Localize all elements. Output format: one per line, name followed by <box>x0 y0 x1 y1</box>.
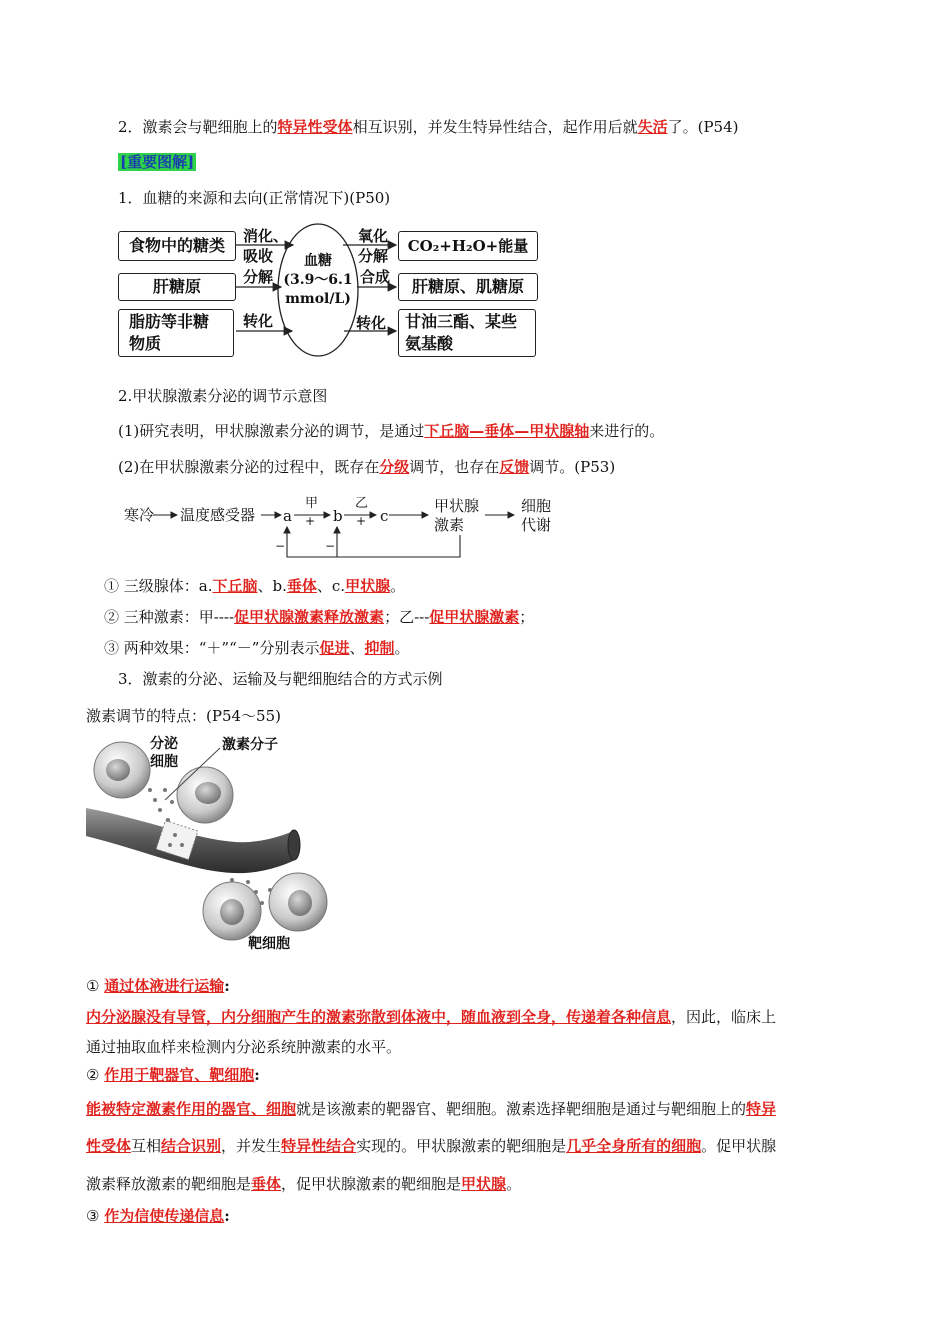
text: ③ <box>86 1207 100 1225</box>
text: : <box>224 977 230 995</box>
text: ，并发生 <box>221 1137 282 1155</box>
highlight-target-organ: 作用于靶器官、靶细胞 <box>104 1066 255 1084</box>
label-hormone-molecule: 激素分子 <box>222 737 278 753</box>
text: 细胞 <box>521 497 552 515</box>
text: ，因此，临床上 <box>671 1008 777 1026</box>
text: 血糖 <box>304 253 332 269</box>
highlight-recognition: 结合识别 <box>161 1137 222 1155</box>
point-3-title <box>86 1206 230 1226</box>
label-jia: 甲 <box>305 496 319 511</box>
text: 甘油三酯、某些 <box>405 312 518 331</box>
text: ，促甲状腺激素的靶细胞是 <box>281 1175 462 1193</box>
text: 细胞 <box>150 754 178 770</box>
highlight-axis: 下丘脑—垂体—甲状腺轴 <box>424 422 590 440</box>
text: 。 <box>394 639 410 657</box>
text: ③ 两种效果：“＋”“－”分别表示 <box>104 639 320 657</box>
highlight-specific-b: 性受体 <box>86 1137 132 1155</box>
text: 甲状腺 <box>434 497 480 515</box>
label-cold: 寒冷 <box>124 506 155 524</box>
text: 代谢 <box>521 516 552 534</box>
fig2-caption: 2.甲状腺激素分泌的调节示意图 <box>118 387 328 405</box>
hormone-features-title: 激素调节的特点：(P54～55) <box>86 707 281 725</box>
fig3-caption: 3．激素的分泌、运输及与靶细胞结合的方式示例 <box>118 670 443 688</box>
text: 、b. <box>257 577 287 595</box>
label-synthesize: 合成 <box>360 268 391 286</box>
label-decompose-out: 分解 <box>358 247 389 265</box>
text: 、c. <box>316 577 346 595</box>
highlight-thyroid: 甲状腺 <box>345 577 391 595</box>
fig1-caption: 1．血糖的来源和去向(正常情况下)(P50) <box>118 189 391 207</box>
label-receptor: 温度感受器 <box>180 506 256 524</box>
highlight-inactivate: 失活 <box>637 118 668 136</box>
text: 互相 <box>131 1137 162 1155</box>
section-heading-label: [重要图解] <box>120 153 195 171</box>
label-decompose: 分解 <box>243 268 274 286</box>
highlight-tsh: 促甲状腺激素 <box>429 608 520 626</box>
highlight-receptor: 特异性受体 <box>277 118 353 136</box>
text: 激素 <box>434 516 465 534</box>
highlight-feedback: 反馈 <box>499 458 530 476</box>
text: (2)在甲状腺激素分泌的过程中，既存在 <box>118 458 380 476</box>
label-digest: 消化、 <box>243 227 289 245</box>
text: 、 <box>349 639 365 657</box>
text: 激素释放激素的靶细胞是 <box>86 1175 252 1193</box>
minus-a: − <box>275 539 286 553</box>
highlight-thyroid-2: 甲状腺 <box>461 1175 507 1193</box>
text: 2．激素会与靶细胞上的 <box>118 118 278 136</box>
text: : <box>224 1207 230 1225</box>
text: : <box>254 1066 260 1084</box>
text: ② <box>86 1066 100 1084</box>
text: ① <box>86 977 100 995</box>
label-absorb: 吸收 <box>243 247 274 265</box>
label-yi: 乙 <box>355 496 369 511</box>
text: ； <box>519 608 535 626</box>
plus-yi: + <box>356 514 367 528</box>
text: 相互识别，并发生特异性结合，起作用后就 <box>352 118 638 136</box>
text: (3.9～6.1 <box>283 272 353 288</box>
text: 氨基酸 <box>405 334 454 353</box>
minus-b: − <box>325 539 336 553</box>
label-target-cell: 靶细胞 <box>248 936 290 952</box>
text: 。 <box>390 577 406 595</box>
highlight-trh: 促甲状腺激素释放激素 <box>234 608 385 626</box>
label-c: c <box>380 507 389 525</box>
output-glycogen-box: 肝糖原、肌糖原 <box>398 273 538 301</box>
text: mmol/L) <box>285 291 351 307</box>
text: ；乙--- <box>384 608 430 626</box>
highlight-inhibit: 抑制 <box>364 639 395 657</box>
text: 实现的。甲状腺激素的靶细胞是 <box>356 1137 567 1155</box>
highlight-body-fluid-transport: 通过体液进行运输 <box>104 977 225 995</box>
label-oxidize: 氧化 <box>358 227 389 245</box>
text: ② 三种激素：甲---- <box>104 608 235 626</box>
text: 脂肪等非糖 <box>129 312 210 331</box>
text: ① 三级腺体：a. <box>104 577 213 595</box>
source-glycogen-box: 肝糖原 <box>118 273 236 301</box>
highlight-hierarchical: 分级 <box>379 458 410 476</box>
text: 物质 <box>129 334 162 353</box>
text: 就是该激素的靶器官、靶细胞。激素选择靶细胞是通过与靶细胞上的 <box>296 1100 747 1118</box>
highlight-messenger: 作为信使传递信息 <box>104 1207 225 1225</box>
text: 调节。(P53) <box>529 458 616 476</box>
highlight-specific-a: 特异 <box>746 1100 777 1118</box>
text: 。促甲状腺 <box>701 1137 777 1155</box>
output-energy-box: CO₂+H₂O+能量 <box>398 231 538 261</box>
point-2-title <box>86 1065 260 1085</box>
plus-jia: + <box>305 514 316 528</box>
point-1-body <box>86 1007 776 1027</box>
point-2-body-1 <box>86 1099 776 1119</box>
text: 了。(P54) <box>667 118 739 136</box>
text: (1)研究表明，甲状腺激素分泌的调节，是通过 <box>118 422 425 440</box>
point-2-body-3 <box>86 1174 521 1194</box>
source-food-box: 食物中的糖类 <box>118 231 236 261</box>
highlight-promote: 促进 <box>319 639 350 657</box>
highlight-hypothalamus: 下丘脑 <box>212 577 258 595</box>
highlight-pituitary-2: 垂体 <box>251 1175 282 1193</box>
text: 来进行的。 <box>589 422 665 440</box>
label-secreting-cell <box>150 735 178 771</box>
label-a: a <box>283 507 292 525</box>
highlight-specific-binding: 特异性结合 <box>281 1137 357 1155</box>
label-convert-out: 转化 <box>356 314 387 332</box>
point-1-title <box>86 976 230 996</box>
label-b: b <box>333 507 343 525</box>
point-2-body-2 <box>86 1136 776 1156</box>
highlight-no-duct: 内分泌腺没有导管，内分细胞产生的激素弥散到体液中，随血液到全身，传递着各种信息 <box>86 1008 672 1026</box>
point-1-body-2: 通过抽取血样来检测内分泌系统肿激素的水平。 <box>86 1038 402 1056</box>
highlight-pituitary: 垂体 <box>286 577 317 595</box>
text: 。 <box>506 1175 522 1193</box>
text: 调节，也存在 <box>409 458 500 476</box>
highlight-specific-organ: 能被特定激素作用的器官、细胞 <box>86 1100 297 1118</box>
label-convert-in: 转化 <box>243 312 274 330</box>
highlight-all-cells: 几乎全身所有的细胞 <box>566 1137 702 1155</box>
text: 分泌 <box>150 736 178 752</box>
